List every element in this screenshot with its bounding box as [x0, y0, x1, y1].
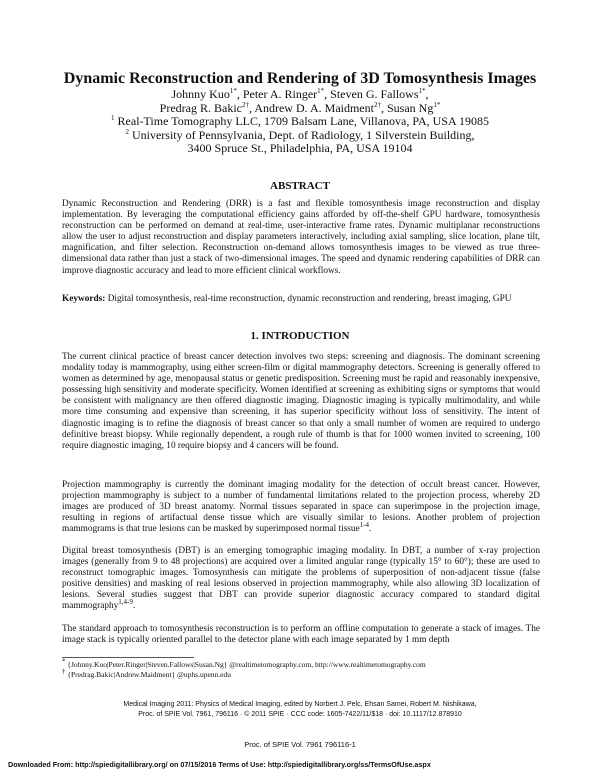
- affiliation-2-line-2: 3400 Spruce St., Philadelphia, PA, USA 19104: [187, 141, 413, 155]
- author-line-1-end: ,: [425, 87, 429, 101]
- author-list: [60, 88, 540, 115]
- intro-paragraph-4: The standard approach to tomosynthesis reconstruction is to perform an offline computation to generate a stack of images. The image stack is typically oriented parallel to the detector plane with each image separated by 1 mm depth: [62, 624, 540, 646]
- author-bakic-mark: 2†: [241, 100, 249, 109]
- author-maidment: , Andrew D. A. Maidment: [248, 100, 374, 115]
- footnote-1-text: {Johnny.Kuo|Peter.Ringer|Steven.Fallows|Susan.Ng} @realtimetomography.com, http://www.realtimetomography.com: [65, 660, 426, 669]
- citation-1-4: 1-4: [359, 521, 370, 530]
- paper-title: Dynamic Reconstruction and Rendering of 3D Tomosynthesis Images: [63, 70, 537, 87]
- intro-paragraph-2: [62, 480, 540, 535]
- download-notice: Downloaded From: http://spiedigitallibrary.org/ on 07/15/2016 Terms of Use: http://spiedigitallibrary.org/ss/TermsOfUse.aspx: [8, 760, 431, 769]
- footnotes: [62, 657, 540, 680]
- affiliation-2-text: University of Pennsylvania, Dept. of Radiology, 1 Silverstein Building,: [128, 127, 475, 142]
- footnote-2-mark: †: [62, 667, 66, 676]
- affiliations: [60, 115, 540, 156]
- author-ringer-mark: 1*: [317, 87, 325, 95]
- footnote-2-text: {Predrag.Bakic|Andrew.Maidment} @uphs.upenn.edu: [65, 670, 232, 679]
- conference-line-1: Medical Imaging 2011: Physics of Medical Imaging, edited by Norbert J. Pelc, Ehsan Samei, Robert M. Nishikawa,: [123, 701, 477, 708]
- author-kuo-mark: 1*: [229, 87, 237, 95]
- intro-paragraph-3: [62, 546, 540, 613]
- footnote-1: [62, 657, 540, 670]
- footnote-1-mark: *: [62, 657, 66, 666]
- intro-paragraph-3-text: Digital breast tomosynthesis (DBT) is an emerging tomographic imaging modality. In DBT, a number of x-ray projection images (generally from 9 to 48 projections) are acquired over a limited angular range (typically 15° to 60°); these are used to reconstruct tomographic images. Tomosynthesis can mitigate the problems of superposition of non-adjacent tissue (false positive densities) and masking of real lesions observed in projection mammography, while also allowing 3D localization of lesions. Several studies suggest that DBT can provide superior diagnostic accuracy compared to standard digital mammography: [62, 546, 540, 612]
- abstract-text: Dynamic Reconstruction and Rendering (DRR) is a fast and flexible tomosynthesis image reconstruction and display implementation. By leveraging the computational efficiency gains afforded by off-the-shelf GPU hardware, tomosynthesis reconstruction can be performed on demand at real-time, user-interactive frame rates. Dynamic multiplanar reconstructions allow the user to adjust reconstruction and display parameters interactively, including axial sampling, slice location, plane tilt, magnification, and filter selection. Reconstruction on-demand allows tomosynthesis images to be viewed as true three-dimensional data rather than just a stack of two-dimensional images. The speed and dynamic rendering capabilities of DRR can improve diagnostic accuracy and lead to more efficient clinical workflows.: [62, 199, 540, 276]
- author-line-2: [60, 102, 540, 116]
- keywords-text: Digital tomosynthesis, real-time reconstruction, dynamic reconstruction and rendering, breast imaging, GPU: [105, 294, 512, 304]
- affiliation-2: [60, 129, 540, 143]
- citation-1-4-9: 1,4-9: [118, 598, 133, 607]
- author-ng: , Susan Ng: [380, 100, 434, 115]
- conference-line-2: Proc. of SPIE Vol. 7961, 796116 · © 2011 SPIE · CCC code: 1605-7422/11/$18 · doi: 10.1117/12.878910: [138, 710, 462, 718]
- affiliation-1-mark: 1: [111, 114, 115, 122]
- author-line-1: [60, 88, 540, 102]
- section-heading-introduction: 1. INTRODUCTION: [250, 330, 350, 342]
- affiliation-1-text: Real-Time Tomography LLC, 1709 Balsam Lane, Villanova, PA, USA 19085: [114, 114, 489, 128]
- author-kuo: Johnny Kuo: [171, 87, 230, 101]
- keywords: [62, 294, 540, 305]
- keywords-label: Keywords:: [62, 294, 106, 304]
- intro-paragraph-2-text: Projection mammography is currently the dominant imaging modality for the detection of occult breast cancer. However, projection mammography is subject to a number of fundamental limitations related to the projection process, whereby 2D images are produced of 3D breast anatomy. Normal tissues separated in space can superimpose in the projection image, resulting in regions of artifactual dense tissue which are visually similar to lesions. Another problem of projection mammograms is that true lesions can be masked by superimposed normal tissue: [62, 480, 540, 535]
- affiliation-2-mark: 2: [125, 127, 129, 136]
- conference-info: [100, 700, 500, 719]
- footnote-2: [62, 667, 540, 680]
- affiliation-1: [60, 115, 540, 129]
- author-fallows: , Steven G. Fallows: [324, 87, 419, 101]
- author-fallows-mark: 1*: [418, 87, 426, 95]
- author-bakic: Predrag R. Bakic: [159, 100, 242, 115]
- author-ng-mark: 1*: [433, 100, 441, 109]
- page-number: Proc. of SPIE Vol. 7961 796116-1: [244, 740, 356, 749]
- abstract-heading: ABSTRACT: [270, 180, 330, 192]
- footnote-divider: [62, 657, 194, 658]
- author-ringer: , Peter A. Ringer: [236, 87, 318, 101]
- intro-paragraph-1: The current clinical practice of breast cancer detection involves two steps: screening and diagnosis. The dominant screening modality today is mammography, using either screen-film or digital mammography detectors. Screening is generally offered to women as determined by age, menopausal status or genetic predisposition. Screening must be rapid and reasonably inexpensive, possessing high sensitivity and moderate specificity. Women identified at screening as exhibiting signs or symptoms that would be consistent with malignancy are then offered diagnostic imaging. Diagnostic imaging is typically multimodality, and while more time consuming and expensive than screening, it has superior specificity without loss of sensitivity. The intent of diagnostic imaging is to refine the diagnosis of breast cancer so that only a small number of women are required to undergo definitive breast biopsy. While regionally dependent, a rough rule of thumb is that for 1000 women invited to screening, 100 require diagnostic imaging, 10 require biopsy and 4 cancers will be found.: [62, 352, 540, 451]
- intro-paragraph-3-end: .: [132, 601, 136, 612]
- author-maidment-mark: 2†: [373, 100, 381, 109]
- intro-paragraph-2-end: .: [369, 524, 372, 535]
